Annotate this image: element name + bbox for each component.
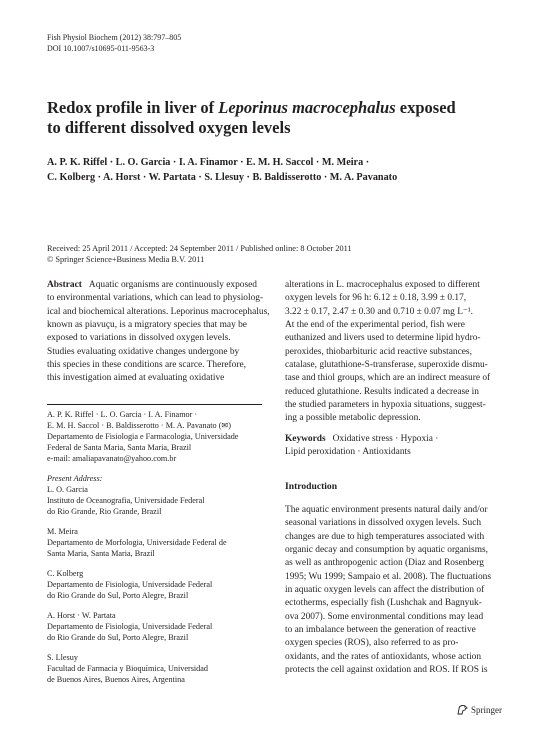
article-title xyxy=(47,98,507,138)
title-species: Leporinus macrocephalus xyxy=(218,98,396,117)
abstract-cont-line: peroxides, thiobarbituric acid reactive substances, xyxy=(285,346,472,357)
journal-header xyxy=(47,32,181,54)
affiliation-line: Departamento de Fisiologia e Farmacologia, Universidade xyxy=(47,432,239,441)
intro-line: protects the cell against oxidation and ROS. If ROS is xyxy=(285,665,488,676)
journal-citation: Fish Physiol Biochem (2012) 38:797–805 xyxy=(47,33,182,42)
publisher-logo xyxy=(456,704,502,715)
copyright-notice: © Springer Science+Business Media B.V. 2011 xyxy=(47,255,205,264)
intro-line: seasonal variations in dissolved oxygen levels. Such xyxy=(285,518,482,529)
keywords-heading: Keywords xyxy=(285,434,326,444)
journal-doi: DOI 10.1007/s10695-011-9563-3 xyxy=(47,44,155,53)
intro-line: to an imbalance between the generation of reactive xyxy=(285,625,476,636)
present-affiliation: L. O. Garcia Instituto de Oceanografia, Universidade Federal do Rio Grande, Rio Grande, Brazil xyxy=(47,485,205,516)
abstract-line-2: ical and biochemical alterations. Leporinus macrocephalus, xyxy=(47,306,270,317)
abstract-cont-line: ing a possible metabolic depression. xyxy=(285,413,421,424)
abstract-cont-line: euthanized and livers used to determine lipid hydro- xyxy=(285,333,481,344)
intro-line: in aquatic oxygen levels can affect the distribution of xyxy=(285,585,485,596)
present-address-label: Present Address: xyxy=(47,474,103,483)
introduction-heading-wrap xyxy=(285,480,503,493)
affiliation-line: E. M. H. Saccol · B. Baldisserotto · M. A. Pavanato (✉) xyxy=(47,421,232,430)
publication-history xyxy=(47,243,527,265)
present-affiliation: S. Llesuy Facultad de Farmacia y Bioquímica, Universidad de Buenos Aires, Buenos Aires, Argentina xyxy=(47,653,208,684)
present-affiliation: A. Horst · W. Partata Departamento de Fisiologia, Universidade Federal do Rio Grande do Sul, Porto Alegre, Brazil xyxy=(47,611,213,642)
author-list xyxy=(47,155,527,185)
authors-line2: C. Kolberg · A. Horst · W. Partata · S. Llesuy · B. Baldisserotto · M. A. Pavanato xyxy=(47,172,398,183)
intro-line: changes are due to high temperatures associated with xyxy=(285,531,485,542)
intro-line: ectotherms, especially fish (Lushchak and Bagnyuk- xyxy=(285,598,482,609)
abstract-line-1: to environmental variations, which can lead to physiolog- xyxy=(47,293,264,304)
intro-line: ova 2007). Some environmental conditions may lead xyxy=(285,611,484,622)
received-dates: Received: 25 April 2011 / Accepted: 24 September 2011 / Published online: 8 October 2011 xyxy=(47,244,352,253)
main-affiliation xyxy=(47,409,272,464)
abstract-cont-line: catalase, glutathione-S-transferase, superoxide dismu- xyxy=(285,360,488,371)
affiliation-divider xyxy=(47,404,262,405)
keywords-line2: Lipid peroxidation · Antioxidants xyxy=(285,447,411,458)
intro-line: organic decay and consumption by aquatic organisms, xyxy=(285,545,488,556)
abstract-line-6: this species in these conditions are scarce. Therefore, xyxy=(47,360,246,371)
intro-line: The aquatic environment presents natural daily and/or xyxy=(285,505,488,515)
abstract-line-5: Studies evaluating oxidative changes undergone by xyxy=(47,346,240,357)
abstract-line-0: Abstract Aquatic organisms are continuously exposed xyxy=(47,280,257,290)
intro-line: oxidants, and the rates of antioxidants, whose action xyxy=(285,651,482,662)
keywords-line1: Oxidative stress · Hypoxia · xyxy=(332,434,439,444)
abstract-cont-line: reduced glutathione. Results indicated a decrease in xyxy=(285,386,479,397)
title-line1-pre: Redox profile in liver of xyxy=(47,98,219,117)
abstract-line-7: this investigation aimed at evaluating oxidative xyxy=(47,373,225,384)
affiliations-block xyxy=(47,409,272,694)
authors-line1: A. P. K. Riffel · L. O. Garcia · I. A. Finamor · E. M. H. Saccol · M. Meira · xyxy=(47,157,370,168)
present-affiliation: C. Kolberg Departamento de Fisiologia, Universidade Federal do Rio Grande do Sul, Porto Alegre, Brazil xyxy=(47,569,213,600)
present-affiliation: M. Meira Departamento de Morfologia, Universidade Federal de Santa Maria, Santa Maria, Brazil xyxy=(47,527,227,558)
title-line2: to different dissolved oxygen levels xyxy=(47,118,291,137)
abstract-cont-line: tase and thiol groups, which are an indirect measure of xyxy=(285,373,491,384)
title-line1-post: exposed xyxy=(395,98,456,117)
abstract-cont-line: At the end of the experimental period, fish were xyxy=(285,320,465,331)
abstract-block xyxy=(47,279,272,386)
intro-line: oxygen species (ROS), also referred to as pro- xyxy=(285,638,459,649)
affiliation-line: Federal de Santa Maria, Santa Maria, Brazil xyxy=(47,443,192,452)
abstract-cont-line: 3.22 ± 0.17, 2.47 ± 0.30 and 0.710 ± 0.07 mg L⁻¹. xyxy=(285,306,474,317)
publisher-name: Springer xyxy=(471,704,502,715)
springer-horse-icon xyxy=(456,704,468,715)
corresponding-email[interactable]: e-mail: amaliapavanato@yahoo.com.br xyxy=(47,454,177,463)
introduction-heading: Introduction xyxy=(285,481,338,492)
affiliation-line: A. P. K. Riffel · L. O. Garcia · I. A. Finamor · xyxy=(47,410,198,419)
present-address-block xyxy=(47,473,272,685)
abstract-cont-line: alterations in L. macrocephalus exposed to different xyxy=(285,280,480,290)
abstract-line-4: exposed to variations in dissolved oxygen levels. xyxy=(47,333,231,344)
abstract-continued xyxy=(285,279,503,426)
introduction-body xyxy=(285,504,503,677)
abstract-line-3: known as piavuçu, is a migratory species that may be xyxy=(47,320,247,331)
intro-line: as well as anthropogenic action (Diaz and Rosenberg xyxy=(285,558,484,569)
abstract-cont-line: oxygen levels for 96 h: 6.12 ± 0.18, 3.99 ± 0.17, xyxy=(285,293,467,304)
intro-line: 1995; Wu 1999; Sampaio et al. 2008). The fluctuations xyxy=(285,571,492,582)
abstract-heading: Abstract xyxy=(47,280,82,290)
keywords-block xyxy=(285,433,503,460)
abstract-cont-line: the studied parameters in hypoxia situations, suggest- xyxy=(285,400,486,411)
